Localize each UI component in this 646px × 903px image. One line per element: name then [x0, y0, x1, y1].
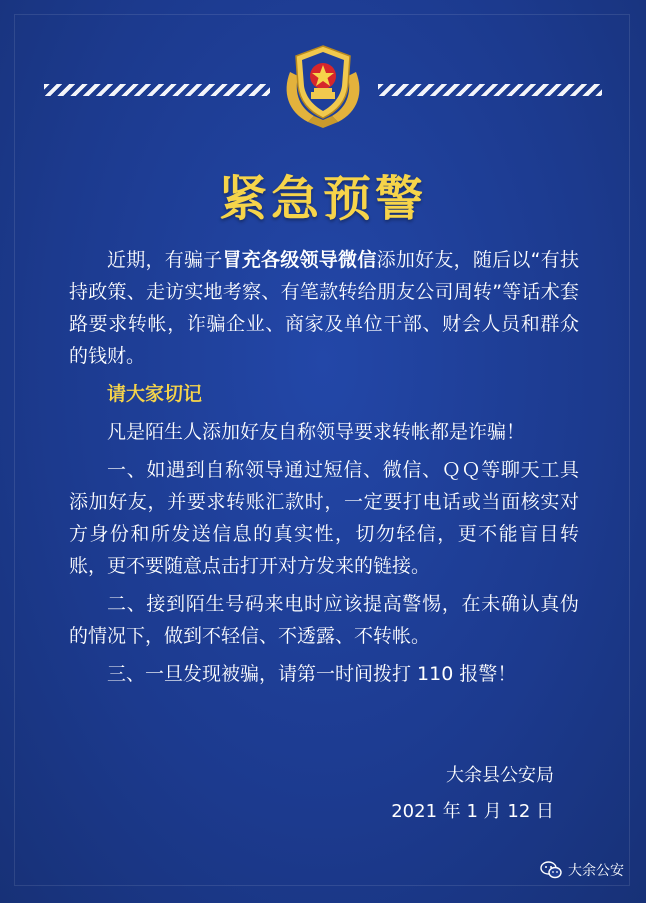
watermark-text: 大余公安: [568, 863, 624, 879]
point-3: 三、一旦发现被骗，请第一时间拨打 110 报警！: [107, 663, 517, 685]
decorative-stripe-right: [378, 84, 602, 96]
signature-block: [391, 758, 554, 830]
account-watermark: [540, 860, 624, 880]
remember-heading: 请大家切记: [107, 383, 203, 405]
point-2: 二、接到陌生号码来电时应该提高警惕，在未确认真伪的情况下，做到不轻信、不透露、不转帐。: [69, 593, 579, 647]
page-title: 紧急预警: [218, 171, 427, 227]
decorative-stripe-left: [44, 84, 270, 96]
point-1: 一、如遇到自称领导通过短信、微信、ＱＱ等聊天工具添加好友，并要求转账汇款时，一定要打电话或当面核实对方身份和所发送信息的真实性，切勿轻信，更不能盲目转账，更不要随意点击打开对方发来的链接。: [69, 459, 579, 577]
intro-paragraph: [69, 244, 579, 372]
issuer-name: 大余县公安局: [446, 765, 554, 786]
intro-rest: 添加好友，随后以“有扶持政策、走访实地考察、有笔款转给朋友公司周转”等话术套路要求转帐，诈骗企业、商家及单位干部、财会人员和群众的钱财。: [69, 249, 579, 367]
wechat-icon: [540, 861, 562, 879]
notice-body: [69, 244, 579, 690]
police-emblem-icon: [278, 42, 368, 130]
rule-paragraph: 凡是陌生人添加好友自称领导要求转帐都是诈骗！: [107, 421, 526, 443]
intro-highlight: 冒充各级领导微信: [222, 249, 377, 271]
issue-date: 2021 年 1 月 12 日: [391, 801, 554, 822]
intro-lead: 近期，有骗子: [107, 249, 223, 271]
